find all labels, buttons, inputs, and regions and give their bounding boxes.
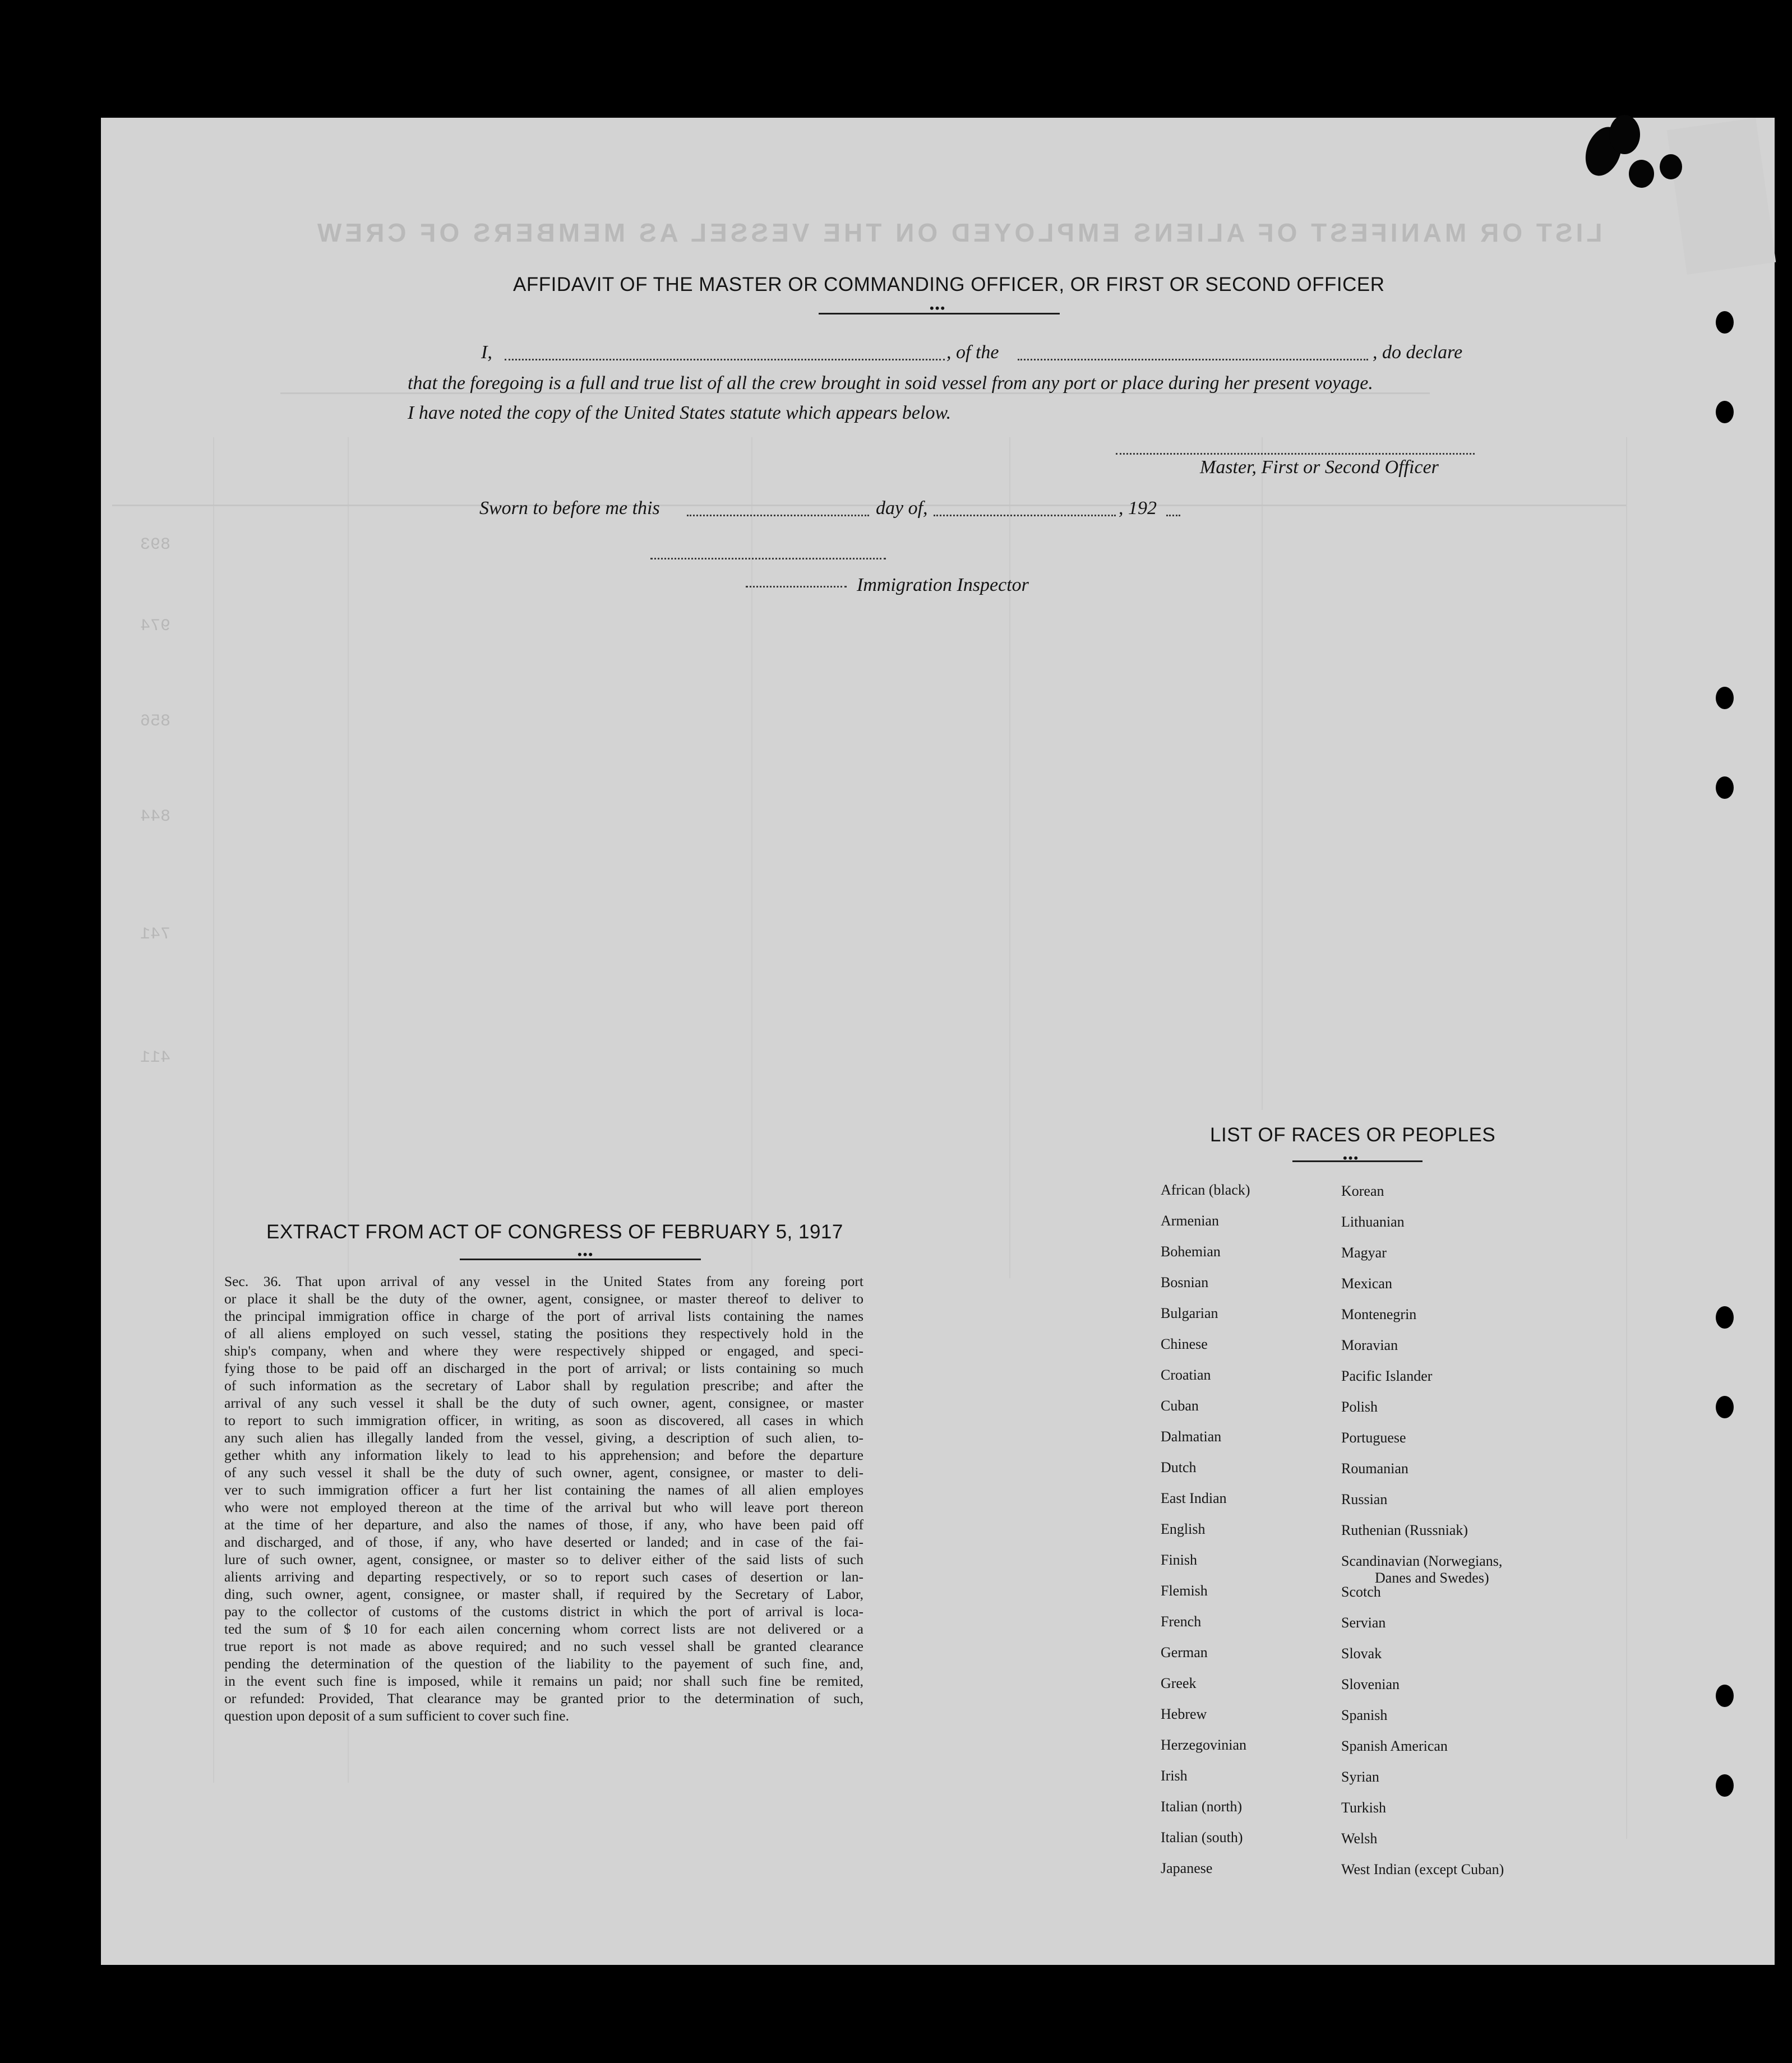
race-item: Italian (north) — [1161, 1798, 1243, 1815]
bleed-through-digits: 844 — [140, 807, 171, 826]
punch-hole — [1716, 687, 1734, 709]
affidavit-statement: that the foregoing is a full and true list of all the crew brought in soid vessel from any port or place during her present voyage. — [408, 373, 1373, 394]
races-title: LIST OF RACES OR PEOPLES — [1210, 1124, 1496, 1146]
extract-line: ted the sum of $ 10 for each ailen concerning whom correct lists are not delivered or a — [224, 1621, 863, 1637]
extract-line: fying those to be paid off an discharged in the port of arrival; or lists containing so much — [224, 1360, 863, 1376]
race-item: Bulgarian — [1161, 1305, 1218, 1321]
extract-line: true report is not made as above required; and no such vessel shall be granted clearance — [224, 1638, 863, 1654]
race-item: Mexican — [1341, 1275, 1392, 1292]
punch-hole — [1716, 1396, 1734, 1418]
ornament-dots: ••• — [578, 1247, 594, 1261]
extract-line: pay to the collector of customs of the customs district in which the port of arrival is loca- — [224, 1603, 863, 1620]
race-item: Bosnian — [1161, 1274, 1209, 1290]
race-item: Scandinavian (Norwegians, — [1341, 1553, 1503, 1569]
race-item: Herzegovinian — [1161, 1737, 1247, 1753]
ink-blot — [1629, 160, 1654, 188]
affidavit-do-declare: , do declare — [1373, 342, 1463, 363]
race-item: Russian — [1341, 1491, 1388, 1507]
race-item: Slovenian — [1341, 1676, 1400, 1692]
bleed-through-digits: 856 — [140, 712, 171, 731]
extract-line: ship's company, when and where they were respectively shipped or engaged, and speci- — [224, 1343, 863, 1359]
officer-signature-label: Master, First or Second Officer — [1200, 457, 1439, 478]
extract-line: or place it shall be the duty of the owner, agent, consignee, or master thereof to deliver to — [224, 1290, 863, 1307]
race-item: Syrian — [1341, 1769, 1379, 1785]
extract-line: of such information as the secretary of Labor shall by regulation prescribe; and after the — [224, 1377, 863, 1394]
race-item: Croatian — [1161, 1367, 1211, 1383]
race-item: Roumanian — [1341, 1460, 1408, 1477]
race-item: Bohemian — [1161, 1243, 1221, 1260]
extract-line: alients arriving and departing respectively, or so to report such cases of desertion or lan- — [224, 1569, 863, 1585]
sworn-text: Sworn to before me this — [479, 498, 660, 519]
ornament-dots: ••• — [930, 301, 946, 315]
bleed-through-column — [213, 437, 214, 1783]
bleed-through-digits: 411 — [140, 1048, 171, 1067]
officer-signature-field[interactable] — [1116, 453, 1475, 455]
race-item: Hebrew — [1161, 1706, 1207, 1722]
race-item: Flemish — [1161, 1583, 1208, 1599]
bleed-through-column — [1009, 437, 1010, 1278]
inspector-label: Immigration Inspector — [857, 575, 1029, 595]
race-item: West Indian (except Cuban) — [1341, 1861, 1504, 1877]
extract-title: EXTRACT FROM ACT OF CONGRESS OF FEBRUARY 5, 1917 — [266, 1221, 843, 1243]
affidavit-title: AFFIDAVIT OF THE MASTER OR COMMANDING OFFICER, OR FIRST OR SECOND OFFICER — [513, 274, 1385, 295]
punch-hole — [1716, 311, 1734, 334]
race-item: Ruthenian (Russniak) — [1341, 1522, 1468, 1538]
extract-line: gether whith any information likely to lead to his apprehension; and before the departure — [224, 1447, 863, 1463]
extract-line: Sec. 36. That upon arrival of any vessel in the United States from any foreing port — [224, 1273, 863, 1289]
race-item: Spanish American — [1341, 1738, 1448, 1754]
extract-line: arrival of any such vessel it shall be the duty of such owner, agent, consignee, or master — [224, 1395, 863, 1411]
race-item: Irish — [1161, 1768, 1188, 1784]
race-item: Slovak — [1341, 1645, 1382, 1662]
race-item: Welsh — [1341, 1830, 1378, 1847]
sworn-month-field[interactable] — [934, 515, 1116, 516]
inspector-signature-line[interactable] — [650, 558, 886, 559]
extract-line: pending the determination of the question of the liability to the payement of such fine, and, — [224, 1655, 863, 1672]
punch-hole — [1716, 1685, 1734, 1707]
race-item: Cuban — [1161, 1398, 1199, 1414]
bleed-through-rule — [112, 505, 1626, 506]
sworn-day-field[interactable] — [687, 515, 869, 516]
extract-line: in the event such fine is imposed, while it remains un paid; nor shall such fine be remited, — [224, 1673, 863, 1689]
race-item: Italian (south) — [1161, 1829, 1243, 1845]
bleed-through-column — [1626, 437, 1627, 1839]
race-item: Danes and Swedes) — [1375, 1570, 1489, 1586]
race-item: Moravian — [1341, 1337, 1398, 1353]
bleed-through-digits: 893 — [140, 535, 171, 554]
affidavit-i: I, — [481, 342, 492, 363]
extract-line: and discharged, and of those, if any, who have deserted or landed; and in case of the fai- — [224, 1534, 863, 1550]
bleed-through-digits: 741 — [140, 925, 171, 944]
race-item: Japanese — [1161, 1860, 1213, 1876]
race-item: Dalmatian — [1161, 1428, 1222, 1445]
sworn-year: , 192 — [1119, 498, 1157, 519]
extract-line: lure of such owner, agent, consignee, or master so to deliver either of the said lists of such — [224, 1551, 863, 1567]
bleed-through-digits: 974 — [140, 617, 171, 636]
race-item: Servian — [1341, 1615, 1386, 1631]
affidavit-statute-note: I have noted the copy of the United States statute which appears below. — [408, 403, 952, 423]
extract-line: who were not employed thereon at the time of the arrival but who will leave port thereon — [224, 1499, 863, 1515]
race-item: French — [1161, 1613, 1202, 1630]
inspector-signature-field[interactable] — [746, 586, 847, 588]
race-item: Portuguese — [1341, 1430, 1406, 1446]
extract-line: any such alien has illegally landed from the vessel, giving, a description of such alien, to- — [224, 1430, 863, 1446]
extract-line: to report to such immigration officer, in writing, as soon as discovered, all cases in which — [224, 1412, 863, 1428]
race-item: Dutch — [1161, 1459, 1197, 1475]
extract-text — [224, 1273, 863, 1724]
race-item: Finish — [1161, 1552, 1198, 1568]
extract-line: of all aliens employed on such vessel, stating the positions they respectively hold in the — [224, 1325, 863, 1342]
race-item: Armenian — [1161, 1213, 1219, 1229]
race-item: African (black) — [1161, 1182, 1250, 1198]
punch-hole — [1716, 401, 1734, 423]
race-item: East Indian — [1161, 1490, 1227, 1506]
race-item: Pacific Islander — [1341, 1368, 1433, 1384]
race-item: Korean — [1341, 1183, 1384, 1199]
ink-blot — [1660, 154, 1682, 179]
race-item: Greek — [1161, 1675, 1197, 1691]
race-item: Magyar — [1341, 1245, 1387, 1261]
punch-hole — [1716, 1774, 1734, 1797]
bleed-through-heading: LIST OR MANIFEST OF ALIENS EMPLOYED ON THE VESSEL AS MEMBERS OF CREW — [314, 218, 1602, 247]
race-item: English — [1161, 1521, 1206, 1537]
bleed-through-column — [1262, 437, 1263, 1110]
ink-blot — [1609, 115, 1640, 154]
extract-line: at the time of her departure, and also the names of those, if any, who have been paid off — [224, 1516, 863, 1533]
extract-line: the principal immigration office in charge of the port of arrival lists containing the names — [224, 1308, 863, 1324]
punch-hole — [1716, 776, 1734, 799]
extract-line: or refunded: Provided, That clearance may be granted prior to the determination of such, — [224, 1690, 863, 1706]
punch-hole — [1716, 1306, 1734, 1329]
master-name-field[interactable] — [505, 359, 945, 360]
race-item: Chinese — [1161, 1336, 1208, 1352]
bleed-through-column — [751, 437, 752, 1278]
sworn-year-field[interactable] — [1166, 515, 1180, 516]
vessel-name-field[interactable] — [1018, 359, 1368, 360]
sworn-day-of: day of, — [876, 498, 928, 519]
race-item: Montenegrin — [1341, 1306, 1417, 1322]
extract-line: ding, such owner, agent, consignee, or master shall, if required by the Secretary of Labor, — [224, 1586, 863, 1602]
race-item: Lithuanian — [1341, 1214, 1405, 1230]
extract-line: of any such vessel it shall be the duty of such owner, agent, consignee, or master to deli- — [224, 1464, 863, 1481]
race-item: Spanish — [1341, 1707, 1388, 1723]
affidavit-of-the: , of the — [946, 342, 999, 363]
race-item: Polish — [1341, 1399, 1378, 1415]
race-item: Scotch — [1341, 1584, 1381, 1600]
ornament-dots: ••• — [1343, 1151, 1360, 1165]
race-item: German — [1161, 1644, 1208, 1660]
race-item: Turkish — [1341, 1800, 1386, 1816]
extract-line: ver to such immigration officer a furt her list containing the names of all alien employes — [224, 1482, 863, 1498]
extract-line: question upon deposit of a sum sufficient to cover such fine. — [224, 1708, 569, 1724]
